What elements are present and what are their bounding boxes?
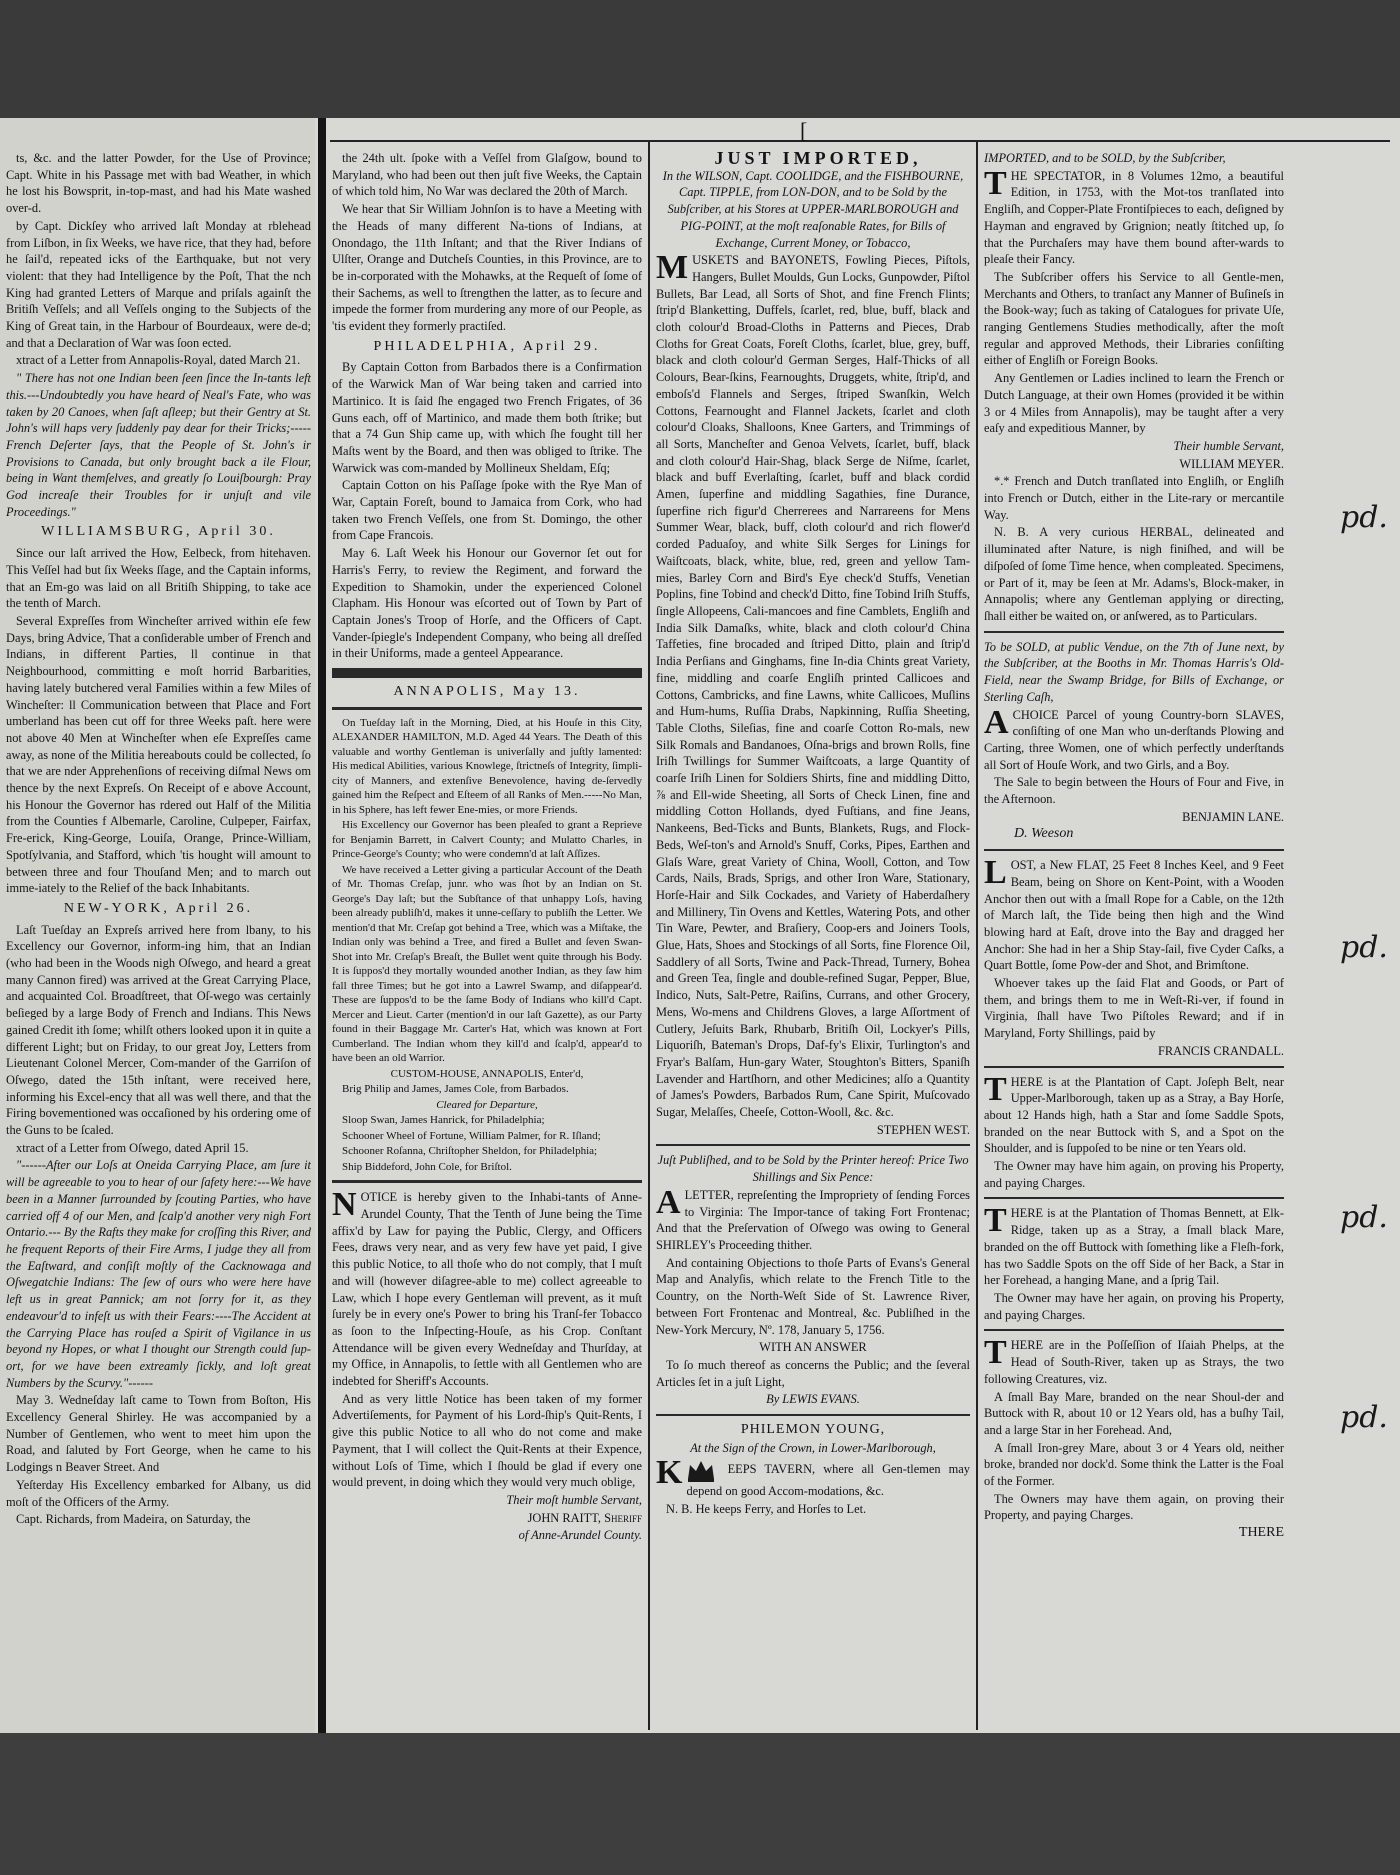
col2-para-2: We hear that Sir William Johnſon is to have a Meeting with the Heads of many different Na-tions of Indians, at Onondago, the 11th Inſtant; and that the River Indians of Ulſter, Orange and Dutcheſs Counties, in this Province, are to be in-corporated with the Mohawks, at the Requeſt of ſome of their Sachems, as well to ſtrengthen the latter, as to ſecure and impede the former from murdering any more of our People, as 'tis evident they formerly practiſed. — [332, 202, 642, 334]
col2-para-5: May 6. Laſt Week his Honour our Governor ſet out for Harris's Ferry, to review the Regiment, and forward the Expedition to Shamokin, under the experienced Colonel Clapham. His Honour was eſcorted out of Town by Part of Captain Jones's Troop of Horſe, and the Officers of Capt. Vander-ſpiegle's Independent Company, who being all dreſſed in their Uniforms, made a genteel Appearance. — [332, 546, 642, 661]
col2-rule-bar — [332, 668, 642, 678]
col4-spect-5: N. B. A very curious HERBAL, delineated and illuminated after Nature, is nigh finiſhed, and will be diſpoſed of ſome Time hence, when compleated. Specimens, or Part of it, may be ſeen at Mr. Adams's, Block-maker, in Annapolis; where any Gentleman applying or directing, ſhall either be waited on, or anſwered, as to Particulars. — [984, 525, 1284, 623]
col3-tavern-nb: N. B. He keeps Ferry, and Horſes to Let. — [666, 1502, 867, 1517]
col4-horse-3d: The Owners may have them again, on proving their Property, and paying Charges. — [984, 1491, 1284, 1523]
col4-spect-head: IMPORTED, and to be SOLD, by the Subſcriber, — [984, 151, 1226, 165]
column-previous-page — [6, 150, 311, 1720]
column-news — [332, 150, 642, 1720]
scan-bottom-border — [0, 1733, 1400, 1875]
col4-spect-3: Any Gentlemen or Ladies inclined to learn the French or Dutch Language, at their own Homes (provided it be within 3 or 4 Miles from Annapolis), may be taught after a very eaſy and expeditious Manner, by — [984, 371, 1284, 436]
col1-para-2: by Capt. Dickſey who arrived laſt Monday at rblehead from Liſbon, in ſix Weeks, we have rice, that they had, before he ſail'd, repeated icks of the Earthquake, but not very violent: that they had Intelligence by the Poſt, That the nch King had granted Letters of Marque and priſals againſt the Britiſh Veſſels; and all Veſſels onging to the Subjects of the King of Great tain, in the Harbour of Bourdeaux, were de-d; and that a Declaration of War was ſoon ected. — [6, 218, 311, 350]
col1-para-8: May 3. Wedneſday laſt came to Town from Boſton, His Excellency General Shirley. He was accompanied by a Number of Gentlemen, who went to meet him upon the Road, and ſaluted by Fort George, when he came to his Lodgings n Beaver Street. And — [6, 1393, 311, 1475]
horse3-text: HERE are in the Poſſeſſion of Iſaiah Phelps, at the Head of South-River, taken up as Strays, the two following Creatures, viz. — [984, 1338, 1284, 1386]
column-rule-1 — [648, 140, 650, 1730]
goods-drop-cap: M — [656, 249, 689, 287]
horse2-text: HERE is at the Plantation of Thomas Bennett, at Elk-Ridge, taken up as a Stray, a ſmall black Mare, branded on the off Buttock with ſomething like a Fleſh-fork, has two Saddle Spots on the off Side of her Back, a Star in her Forehead, a hanging Mane, and a ſprig Tail. — [984, 1206, 1284, 1288]
col2-notice-sig-1: Their moſt humble Servant, — [506, 1492, 642, 1507]
col3-letter-by: By LEWIS EVANS. — [766, 1392, 860, 1407]
tavern-text: EEPS TAVERN, where all Gen-tlemen may depend on good Accom-modations, &c. — [686, 1462, 970, 1499]
slaves-drop-cap: A — [984, 703, 1009, 741]
letter-drop-cap: A — [656, 1183, 681, 1221]
crown-icon — [686, 1457, 716, 1483]
col1-para-9: Yeſterday His Excellency embarked for Albany, us did moſt of the Officers of the Army. — [6, 1477, 311, 1509]
col3-rule-2 — [656, 1414, 970, 1416]
slaves-text: CHOICE Parcel of young Country-born SLAVES, conſiſting of one Man who un-derſtands Plowing and Carting, three Women, one of which perfectly underſtands all Sort of Houſe Work, and two Girls, and a Boy. — [984, 707, 1284, 772]
col4-horse-1 — [984, 1070, 1284, 1158]
lost-text: OST, a New FLAT, 25 Feet 8 Inches Keel, and 9 Feet Beam, being on Shore on Kent-Point, with a Wooden Anchor then out with a ſmall Rope for a Cable, on the 12th of March laſt, the Tide being then high and the Wind blowing hard at Eaſt, drove into the Bay and dragged her Anchor: She had in her a Ship Stay-ſail, five Cyder Caſks, a Quart Bottle, ſome Pow-der and Shot, and Brimſtone. — [984, 858, 1284, 973]
col4-spect-2: The Subſcriber offers his Service to all Gentle-men, Merchants and Others, to tranſact any Manner of Buſineſs in the Book-way; ſuch as taking of Catalogues for private Uſe, ranging Gentlemens Studies methodically, after the moſt regular and approved Methods, their Libraries conſiſting either of Engliſh or Foreign Books. — [984, 269, 1284, 368]
col1-heading-williamsburg: WILLIAMSBURG, April 30. — [41, 524, 276, 540]
col4-lost — [984, 854, 1284, 974]
col3-letter-2: And containing Objections to thoſe Parts of Evans's General Map and Analyſis, which relate to the French Title to the Country, on the North-Weſt Side of St. Lawrence River, between Fort Frontenac and Montreal, &c. Publiſhed in the New-York Mercury, Nº. 178, January 5, 1756. — [656, 1255, 970, 1337]
col1-para-5: Several Expreſſes from Wincheſter arrived within eſe few Days, bring Advice, That a conſiderable umber of French and Indians, in different Parties, ll continue in that Neighbourhood, committing e moſt horrid Barbarities, having lately butchered veral Families within a few Miles of Wincheſter: ll Communication between that Place and Fort umberland has been cut off for three Weeks paſt. here were not above 40 Men at Wincheſter when eſe Expreſſes came away, as none of the Militia hereabouts could be collected, ſo that we are nder Apprehenſions of receiving diſmal News om thence by the next Expreſs. On Receipt of e above Account, his Honour the Governor has rdered out Half of the Militia from the Counties f Albemarle, Caroline, Culpeper, Fairfax, Fre-erick, King-George, Louiſa, Orange, Prince-William, Spotſylvania, and Stafford, which 'tis hought will amount to between three and four Thouſand Men; and to march out imme-iately to the Relief of the back Inhabitants. — [6, 613, 311, 896]
col4-horse-2b: The Owner may have her again, on proving his Property, and paying Charges. — [984, 1291, 1284, 1322]
col2-heading-philadelphia: PHILADELPHIA, April 29. — [373, 338, 601, 354]
col2-cresap-letter: We have received a Letter giving a particular Account of the Death of Mr. Thomas Creſap, junr. who was ſhot by an Indian on St. George's Day laſt; but the Subſtance of that unhappy Loſs, having been already publiſh'd, makes it unne-ceſſary to publiſh the Letter. We mention'd that Mr. Creſap got behind a Tree, which was a Miſtake, the Indian only was behind a Tree, and fired a Bullet and ſeven Swan-Shot into Mr. Creſap's Breaſt, the Bullet went quite through his Body. It is ſuppos'd they mortally wounded another Indian, as they ſaw him fall three Times; but he got into a Lawrel Swamp, and diſappear'd. These are ſuppos'd to be the ſame Body of Indians who kill'd Capt. Mercer and Lieut. Carter (mention'd in our laſt Gazette), as our Party found in their Baggage Mr. Carter's Hat, which was known at Fort Cumberland. The Indian whom they kill'd and ſcalp'd, appear'd to have been an old Warrior. — [332, 863, 642, 1065]
col2-notice-sig-3: of Anne-Arundel County. — [518, 1528, 642, 1543]
col4-rule-4 — [984, 1197, 1284, 1199]
goods-text: USKETS and BAYONETS, Fowling Pieces, Piſtols, Hangers, Bullet Moulds, Gun Locks, Gunpowder, Piſtol Bullets, Bar Lead, all Sorts of Shot, and fine French Flints; ſtrip'd Blanketting, Duffels, ſcarlet, red, blue, buff, black and cloth colour'd Broad-Cloths in Patterns and Pieces, Drab Cloths for Great Coats, Foreſt Cloths, ſcarlet, blue, grey, buff, black and cloth colour'd German Serges, Half-Thicks of all Colours, Bear-ſkins, Fearnoughts, Druggets, white, ſtrip'd, and emboſs'd Flannels and Serges, ſtriped Swanſkin, Welch Cottons, Fearnought and Flannel Jackets, ſcarlet and cloth colour'd Cloaks, Shalloons, Knee Garters, and Trimmings of all Sorts, Mancheſter and Genoa Velvets, ſcarlet, buff, black and cloth colour'd Hair-Shag, black Serge de Niſme, ſcarlet, black and buff Everlaſting, ſcarlet, buff and black cordid Amen, ſuperfine and middling Sagathies, fine Durance, ſuperfine rich figur'd Cherrerees and Narrareens for Mens Summer Wear, black, buff, cloth colour'd and rich flower'd corded Paduaſoy, and white Silk Serges for Linings for Waiſtcoats, black, white, blue, red, green and yellow Tam-mies, Barley Corn and Bird's Eye check'd Stuffs, Venetian Poplins, fine Tobind and check'd Ditto, fine Tobind Iriſh Stuffs, ſingle Allopeens, Cali-mancoes and fine Camblets, Engliſh and India Silk Damaſks, white, black and cloth colour'd China Taffeties, fine brocaded and ſtriped Ditto, plain and ſtrip'd India Perſians and Ginghams, fine In-dia Chints great Variety, fine, middling and coarſe Engliſh printed Callicoes and Cottons, Cambricks, and fine Lawns, white Callicoes, Muſlins and Hum-hums, Ruſſia Drabs, Napkinning, Ruſſia Sheeting, Table Cloths, Sileſias, fine and coarſe Cotton Ro-mals, new Silk Romals and Bandanoes, Oſna-brigs and brown Rolls, fine Iriſh Twillings for Summer Waiſtcoats, a large Quantity of coarſe Iriſh Linen for Soldiers Shirts, fine and middling Ditto, ⅞ and Ell-wide Sheeting, all Sorts of Check Linen, fine and middling Cotton Hollands, dyed Fuſtians, and fine Jeans, Nankeens, Bed-Ticks and Bunts, Blankets, Rugs, and Flock-Beds, Weſ-ton's and Arnold's Snuff, Corks, Pipes, Earthen and Glaſs Ware, great Variety of China, Wooll, Cotton, and Tow Cards, Nails, Brads, Sprigs, and other Iron Ware, Stationary, Horſe-Hair and Silk Cockades, and Variety of Haberdaſhery and Millinery, Tin Ovens and Kettles, Watering Pots, and other Tin Ware, Pewter, and Braſiery, Coop-ers and Joiners Tools, Glue, Hats, Shoes and Stockings of all Sorts, fine Florence Oil, Saddlery of all Sorts, Twine and Pack-Thread, Turnery, Bohea and Green Tea, ſingle and double-refined Sugar, Pepper, Blue, Indico, Nuts, Salt-Petre, Raiſins, Currans, and other Grocery, Mens, Wo-mens and Childrens Gloves, a large Aſſortment of Cutlery, Jeſuits Bark, Rhubarb, Britiſh Oil, Lockyer's Pills, Liquoriſh, Bateman's Drops, Daf-fy's Elixir, Turlington's and Fryar's Balſam, Hun-gary Water, Stoughton's Bitters, Spaniſh Lavender and Hartſhorn, and other Medicines; alſo a Quantity of James's Powders, Barbados Rum, Cane Spirit, Muſcovado Sugar, Melaſſes, Cheeſe, Cotton-Wooll, &c. &c. — [656, 253, 970, 1120]
col2-customs-line-1: Brig Philip and James, James Cole, from Barbados. — [342, 1083, 569, 1096]
col4-horse-2 — [984, 1202, 1284, 1289]
margin-note-1: pd. — [1340, 500, 1388, 535]
col2-customs-line-4: Schooner Wheel of Fortune, William Palmer, for R. Iſland; — [342, 1129, 601, 1142]
col2-obituary: On Tueſday laſt in the Morning, Died, at his Houſe in this City, ALEXANDER HAMILTON, M.D. Aged 44 Years. The Death of this valuable and worthy Gentleman is univerſally and juſtly lamented: His medical Abilities, various Knowlege, ſtrictneſs of Integrity, ſimpli-city of Manners, and extenſive Benevolence, having de-ſervedly gained him the Reſpect and Eſteem of all Ranks of Men.-----No Man, in his Sphere, has left fewer Ene-mies, or more Friends. — [332, 716, 642, 816]
lost-drop-cap: L — [984, 854, 1007, 892]
horse1-drop-cap: T — [984, 1070, 1007, 1108]
col4-lost-2: Whoever takes up the ſaid Flat and Goods, or Part of them, and brings them to me in Weſt-Ri-ver, if found in Virginia, ſhall have Two Piſtoles Reward; and if in Maryland, Forty Shillings, paid by — [984, 976, 1284, 1041]
col2-notice-2: And as very little Notice has been taken of my former Advertiſements, for Payment of his Lord-ſhip's Quit-Rents, I give this public Notice to all who do not come and make Payment, that I will collect the Quit-Rents at their Expence, without Loſs of Time, which I ſhould be glad if every one would prevent, in doing which they would very much oblige, — [332, 1391, 642, 1490]
col2-notice-sig-2: JOHN RAITT, Sheriff — [527, 1510, 642, 1525]
margin-note-4: pd. — [1340, 1400, 1388, 1435]
col4-horse-3 — [984, 1334, 1284, 1387]
col3-letter — [656, 1183, 970, 1254]
scan-top-border — [0, 0, 1400, 118]
margin-note-2: pd. — [1340, 930, 1388, 965]
col3-goods — [656, 249, 970, 1121]
col3-letter-3: To ſo much thereof as concerns the Public; and the ſeveral Articles ſet in a juſt Light, — [656, 1357, 970, 1389]
col3-tavern — [656, 1454, 970, 1500]
col3-rule — [656, 1144, 970, 1146]
column-advertisements-2 — [984, 150, 1284, 1720]
col3-pub-head: Juſt Publiſhed, and to be Sold by the Printer hereof: Price Two Shillings and Six Pence: — [657, 1153, 969, 1185]
horse3-drop-cap: T — [984, 1334, 1007, 1372]
header-mark: [ — [800, 118, 808, 143]
col1-italic-extract: " There has not one Indian been ſeen ſince the In-tants left this.---Undoubtedly you have heard of Neal's Fate, who was taken by 20 Canoes, when ſaſt aſleep; but their Gentry at St. John's will haps very ſuddenly pay dear for their Tricks;----- French Deſerter ſays, that the People of St. John's ir Provisions to Canada, but only brought back a ile Flour, being in Want themſelves, and greatly ſo Louiſbourgh: Pray God increaſe their Troubles for ir unjuſt and vile Proceedings." — [6, 371, 311, 519]
col4-spectator — [984, 164, 1284, 268]
col2-customs-line-3: Sloop Swan, James Hanrick, for Philadelphia; — [342, 1114, 545, 1127]
tavern-drop-cap: K — [656, 1454, 683, 1492]
col1-heading-newyork: NEW-YORK, April 26. — [63, 900, 254, 916]
col1-italic-extract-2: "------After our Loſs at Oneida Carrying Place, am ſure it will be agreeable to you to hear of our ſafety here:---We have been in a Manner ſurrounded by ſcouting Parties, who have carried off 4 of our Men, and ſcalp'd another very nigh Fort Ontario.--- By the Rafts they make for croſſing this River, and he frequent Reports of their Fire Arms, I judge they all from the Eaſtward, and conſiſt moſtly of the Cacknowaga and Oſwegatchie Indians: The ſew of ours who were here have left us in great Pannick; am not ſorry for it, as they endeavour'd to infeſt us with their Fears:----The Accident at the Carrying Place has rouſed a Spirit of Vigilance in us beyond ny Hopes, or what I thought our Strength could ſup-ort, for we have been extreamly ſickly, and loſt great Numbers by the Scurvy."------ — [6, 1158, 311, 1390]
column-rule-2 — [976, 140, 978, 1730]
col3-title: JUST IMPORTED, — [714, 150, 922, 168]
col4-lost-sig: FRANCIS CRANDALL. — [1158, 1043, 1284, 1058]
col1-para-4: Since our laſt arrived the How, Eelbeck, from hitehaven. This Veſſel had but ſix Weeks ſſage, and the Captain informs, that an Em-go was laid on all Britiſh Shipping, to take ace the tenth of March. — [6, 546, 311, 611]
col4-footer-catchword: THERE — [1238, 1525, 1284, 1541]
col4-spect-sig-2: WILLIAM MEYER. — [1179, 456, 1284, 471]
col3-letter-with: WITH AN ANSWER — [759, 1340, 867, 1355]
col3-tavern-sign: At the Sign of the Crown, in Lower-Marlborough, — [690, 1440, 936, 1455]
margin-note-3: pd. — [1340, 1200, 1388, 1235]
col3-goods-sig: STEPHEN WEST. — [876, 1122, 970, 1137]
col2-rule-bar-3 — [332, 1180, 642, 1183]
spectator-drop-cap: T — [984, 164, 1007, 202]
col4-spect-sig-1: Their humble Servant, — [1173, 438, 1284, 453]
col2-para-1: the 24th ult. ſpoke with a Veſſel from Glaſgow, bound to Maryland, who had been out then juſt five Weeks, the Captain of which told him, No War was declared the 20th of March. — [332, 151, 642, 199]
col2-customs-line-2: Cleared for Departure, — [436, 1098, 538, 1111]
notice-text: OTICE is hereby given to the Inhabi-tants of Anne-Arundel County, That the Tenth of June being the Time affix'd by Law for paying the Public, Clergy, and Officers Fees, draws very near, and as very few have yet paid, I give this public Notice, to all thoſe who do not comply, that I muſt and will (however diſagree-able to me) collect agreeable to Law, which I hope every Gentleman will prevent, as it muſt ſurely be in every one's Power to bring his Tranſ-fer Tobacco as ſoon to the Inſpecting-Houſe, as his Crop. Conſtant Attendance will be given every Wedneſday and Thurſday, at my Office, in Annapolis, to ſettle with all Gentlemen who are indebted for Sheriff's Accounts. — [332, 1190, 642, 1389]
letter-text: LETTER, repreſenting the Impropriety of ſending Forces to Virginia: The Impor-tance of taking Fort Frontenac; And that the Preſervation of Oſwego was owing to General SHIRLEY's Proceeding thither. — [656, 1187, 970, 1252]
col1-para-3: xtract of a Letter from Annapolis-Royal, dated March 21. — [16, 353, 301, 368]
col4-rule-3 — [984, 1066, 1284, 1068]
col1-para-6: Laſt Tueſday an Expreſs arrived here from lbany, to his Excellency our Governor, inform-ing him, that an Indian (who had been in the Woods nigh Oſwego, and heard a great many Cannon fired) was arrived at the Great Carrying Place, and acquainted Col. Broadſtreet, that Oſ-wego was certainly beſieged by a large Body of French and Indians. This News gained Credit ith ſome; whilſt others looked upon it in quite a different Light; but on Friday, to our great Joy, Letters from Lieutenant Colonel Mercer, Com-mander of the Garriſon of Oſwego, dated the 15th inſtant, were received here, informing his Excel-ency that all was well there, and that the Firing bovementioned was occaſioned by his ordering ome of the Guns to be ſcaled. — [6, 922, 311, 1138]
col2-customs-line-5: Schooner Roſanna, Chriſtopher Sheldon, for Philadelphia; — [342, 1145, 598, 1158]
col4-slave-sig: BENJAMIN LANE. — [1182, 809, 1284, 824]
col2-customs-head: CUSTOM-HOUSE, ANNAPOLIS, Enter'd, — [390, 1067, 584, 1080]
col4-rule-2 — [984, 849, 1284, 851]
spectator-text: HE SPECTATOR, in 8 Volumes 12mo, a beautiful Edition, in 1753, with the Mot-tos tranſlated into Engliſh, and Copper-Plate Frontiſpieces to each, deſigned by Hayman and engraved by Grignion; neatly ſtitched up, ſo that the Purchaſers may have them bound after-wards to pleaſe their Fancy. — [984, 168, 1284, 267]
col4-handwritten-name: D. Weeson — [1014, 826, 1074, 842]
col2-para-3: By Captain Cotton from Barbados there is a Confirmation of the Warwick Man of War being taken and carried into Martinico. It is ſaid ſhe engaged two French Frigates, of 36 Guns each, off of Martinico, and made them both ſtrike; but that a 74 Gun Ship came up, with which ſhe fought till her Maſts went by the Board, and then was obliged to ſtrike. The Warwick was com-manded by Mollineux Sheldam, Eſq; — [332, 360, 642, 475]
col2-heading-annapolis: ANNAPOLIS, May 13. — [393, 684, 581, 700]
col4-horse-3b: A ſmall Bay Mare, branded on the near Shoul-der and Buttock with R, about 10 or 12 Years old, has a buſhy Tail, and a large Star in her Forehead. And, — [984, 1389, 1284, 1437]
col4-slave-head: To be SOLD, at public Vendue, on the 7th of June next, by the Subſcriber, at the Booths in Mr. Thomas Harris's Old-Field, near the Swamp Bridge, for Bills of Exchange, or Sterling Caſh, — [984, 639, 1284, 704]
page-gutter — [318, 118, 326, 1733]
horse2-drop-cap: T — [984, 1202, 1007, 1240]
col2-para-4: Captain Cotton on his Paſſage ſpoke with the Rye Man of War, Captain Foreſt, bound to Jamaica from Cork, who had taken two French Veſſels, one from St. Domingo, the other from Cape Francois. — [332, 478, 642, 543]
horse1-text: HERE is at the Plantation of Capt. Joſeph Belt, near Upper-Marlborough, taken up as a Stray, a Bay Horſe, about 12 Hands high, hath a Star and ſome Saddle Spots, branded on the near Buttock with S, and a Spot on the Shoulder, and is ſuppoſed to be nine or ten Years old. — [984, 1074, 1284, 1156]
col2-reprieve: His Excellency our Governor has been pleaſed to grant a Reprieve for Benjamin Barrett, in Calvert County; and Mulatto Charles, in Prince-George's County; who were condemn'd at laſt Aſſizes. — [332, 819, 642, 861]
header-rule — [330, 140, 1390, 142]
col1-para-7: xtract of a Letter from Oſwego, dated April 15. — [16, 1140, 249, 1155]
col2-notice — [332, 1186, 642, 1389]
col4-spect-4: *.* French and Dutch tranſlated into Engliſh, or Engliſh into French or Dutch, either in the Lite-rary or mercantile Way. — [984, 474, 1284, 522]
col2-customs-line-6: Ship Biddeford, John Cole, for Briſtol. — [342, 1160, 512, 1173]
col3-subtitle: In the WILSON, Capt. COOLIDGE, and the FISHBOURNE, Capt. TIPPLE, from LON-DON, and to be Sold by the Subſcriber, at his Stores at UPPER-MARLBOROUGH and PIG-POINT, at the moſt reaſonable Rates, for Bills of Exchange, Current Money, or Tobacco, — [662, 168, 964, 250]
col4-slaves — [984, 703, 1284, 774]
notice-drop-cap: N — [332, 1186, 357, 1224]
col2-rule-bar-2 — [332, 707, 642, 710]
col4-rule-1 — [984, 631, 1284, 633]
col4-rule-5 — [984, 1329, 1284, 1331]
col4-horse-3c: A ſmall Iron-grey Mare, about 3 or 4 Years old, neither broke, branded nor dock'd. Some think the Latter is the Foal of the Former. — [984, 1440, 1284, 1489]
col1-para-1: ts, &c. and the latter Powder, for the Use of Province; Capt. White in his Passage met with bad Weather, in which he lost his Bowsprit, in-top-mast, and had his Mate washed over-d. — [6, 151, 311, 216]
column-advertisements-1 — [656, 150, 970, 1720]
col1-para-10: Capt. Richards, from Madeira, on Saturday, the — [16, 1512, 251, 1527]
col3-tavern-name: PHILEMON YOUNG, — [740, 1422, 886, 1438]
col4-horse-1b: The Owner may have him again, on proving his Property, and paying Charges. — [984, 1159, 1284, 1190]
col4-slave-2: The Sale to begin between the Hours of Four and Five, in the Afternoon. — [984, 775, 1284, 807]
